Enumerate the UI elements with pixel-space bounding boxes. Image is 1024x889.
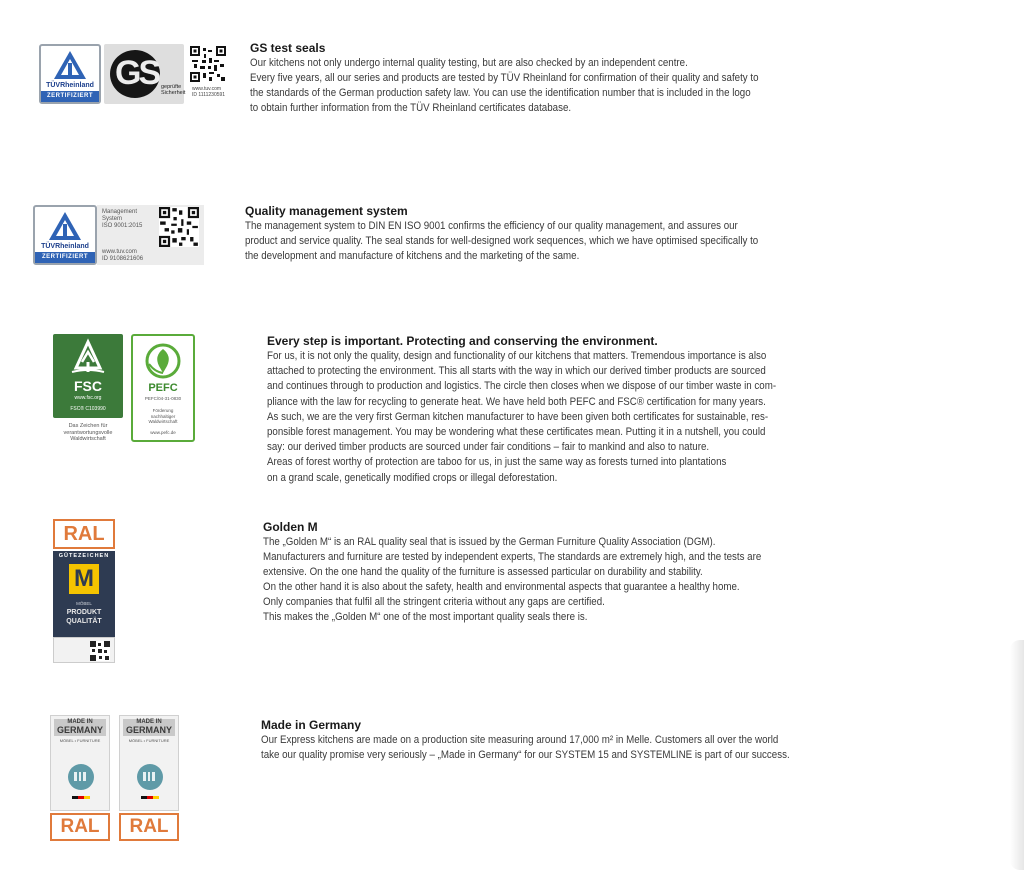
qr-code-text: www.tuv.com ID 1111230591 (192, 86, 226, 98)
tuv-brand-label: TÜVRheinland (41, 243, 89, 250)
pefc-url: www.pefc.de (150, 430, 176, 435)
tuv-rheinland-seal (39, 44, 101, 104)
iso-management-text: Management System ISO 9001:2015 (102, 209, 143, 229)
fsc-label: FSC (74, 378, 102, 394)
german-flag-icon (141, 796, 159, 799)
tuv-rheinland-seal (33, 205, 97, 265)
fsc-code: FSC® C103990 (70, 406, 106, 412)
pefc-code: PEFC/04-31-0830 (144, 396, 182, 401)
made-in-germany-head: MADE IN GERMANY (54, 719, 106, 736)
section-title: GS test seals (250, 41, 326, 55)
golden-m-mark: M (69, 564, 99, 594)
ral-logo: RAL (119, 813, 179, 841)
pefc-seal (131, 334, 195, 442)
furniture-label: MÖBEL • FURNITURE (59, 738, 101, 743)
made-in-germany-head: MADE IN GERMANY (123, 719, 175, 736)
section-body: For us, it is not only the quality, design and functionality of our kitchens that matters. Tremendous importance is also attached to protecting the environment. This all starts with the way in which our derived timber products are sourced and continues through to production and logistics. The circle then closes when we dispose of our timber waste in com- pliance with the law for recycling to generate heat. We have held both PEFC and FSC® certification for many years. As such, we are the very first German kitchen manufacturer to have been given both certificates for sustainable, res- ponsible forest management. You may be wondering what these certificates mean. Putting it in a nutshell, you could say: our derived timber products are sourced under fair conditions – fair to mankind and also to nature. Areas of forest worthy of protection are taboo for us, in just the same way as forests turned into plantations on a grand scale, genetically modified crops or illegal deforestation. (267, 350, 777, 484)
qr-code-icon (90, 641, 110, 661)
ral-logo: RAL (53, 519, 115, 549)
section-body: The management system to DIN EN ISO 9001 confirms the efficiency of our quality management, and assures our product and service quality. The seal stands for well-designed work sequences, which we have optimised specifically to the development and manufacture of kitchens and the marketing of the same. (245, 220, 759, 262)
section-body: The „Golden M“ is an RAL quality seal that is issued by the German Furniture Quality Association (DGM). Manufacturers and furniture are tested by independent experts, The standards are extremely high, and the tests are extensive. On the one hand the quality of the furniture is assessed particular on durability and stability. On the other hand it is also about the safety, health and environmental aspects that guarantee a healthy home. Only companies that fulfil all the stringent criteria without any gaps are certified. This makes the „Golden M“ one of the most important quality seals there is. (263, 536, 762, 623)
made-in-germany-seal (50, 715, 110, 811)
qualitaet-label: QUALITÄT (66, 618, 102, 625)
fsc-url: www.fsc.org (74, 395, 102, 401)
tuv-certified-band: ZERTIFIZIERT (41, 91, 99, 102)
german-flag-icon (72, 796, 90, 799)
tuv-triangle-icon (48, 211, 82, 246)
golden-m-seal (53, 551, 115, 637)
furniture-label: MÖBEL • FURNITURE (128, 738, 170, 743)
iso-management-seal (97, 205, 204, 265)
pefc-label: PEFC (148, 382, 178, 394)
fsc-caption: Das Zeichen für verantwortungsvolle Waldwirtschaft (63, 423, 113, 442)
made-in-germany-seal (119, 715, 179, 811)
tuv-brand-label: TÜVRheinland (46, 82, 94, 89)
gs-mark: GS (115, 54, 159, 92)
section-body: Our Express kitchens are made on a production site measuring around 17,000 m² in Melle. Customers all over the world take our quality promise very seriously – „Made in Germany“ for our SYSTEM 15 and SYSTEMLINE is part of our success. (261, 734, 790, 761)
ral-logo: RAL (50, 813, 110, 841)
gs-small-text: geprüfte Sicherheit (161, 84, 186, 96)
gs-seal (104, 44, 184, 104)
fsc-seal (53, 334, 123, 418)
moebel-label: MÖBEL (76, 601, 92, 606)
qr-code-gs (186, 44, 234, 104)
section-title: Every step is important. Protecting and conserving the environment. (267, 334, 658, 348)
iso-management-footer: www.tuv.com ID 9108621606 (102, 249, 144, 262)
section-title: Made in Germany (261, 718, 362, 732)
page-edge-shadow (1010, 640, 1024, 870)
produkt-label: PRODUKT (66, 609, 102, 616)
section-title: Quality management system (245, 204, 408, 218)
tuv-certified-band: ZERTIFIZIERT (35, 252, 95, 263)
guetezeichen-label: GÜTEZEICHEN (58, 553, 110, 559)
fsc-tree-icon (68, 338, 108, 376)
tuv-triangle-icon (53, 50, 87, 85)
pefc-tree-icon (143, 342, 183, 380)
section-title: Golden M (263, 520, 318, 534)
golden-m-qr-panel (53, 637, 115, 663)
qr-code-icon (159, 207, 199, 247)
section-body: Our kitchens not only undergo internal quality testing, but are also checked by an independent centre. Every five years, all our series and products are tested by TÜV Rheinland for confirmation of their quality and safety to the standards of the German production safety law. You can use the identification number that is included in the logo to obtain further information from the TÜV Rheinland certificates database. (250, 57, 759, 114)
qr-code-icon (190, 46, 226, 82)
pefc-caption: Förderung nachhaltiger Waldwirtschaft (148, 408, 178, 424)
